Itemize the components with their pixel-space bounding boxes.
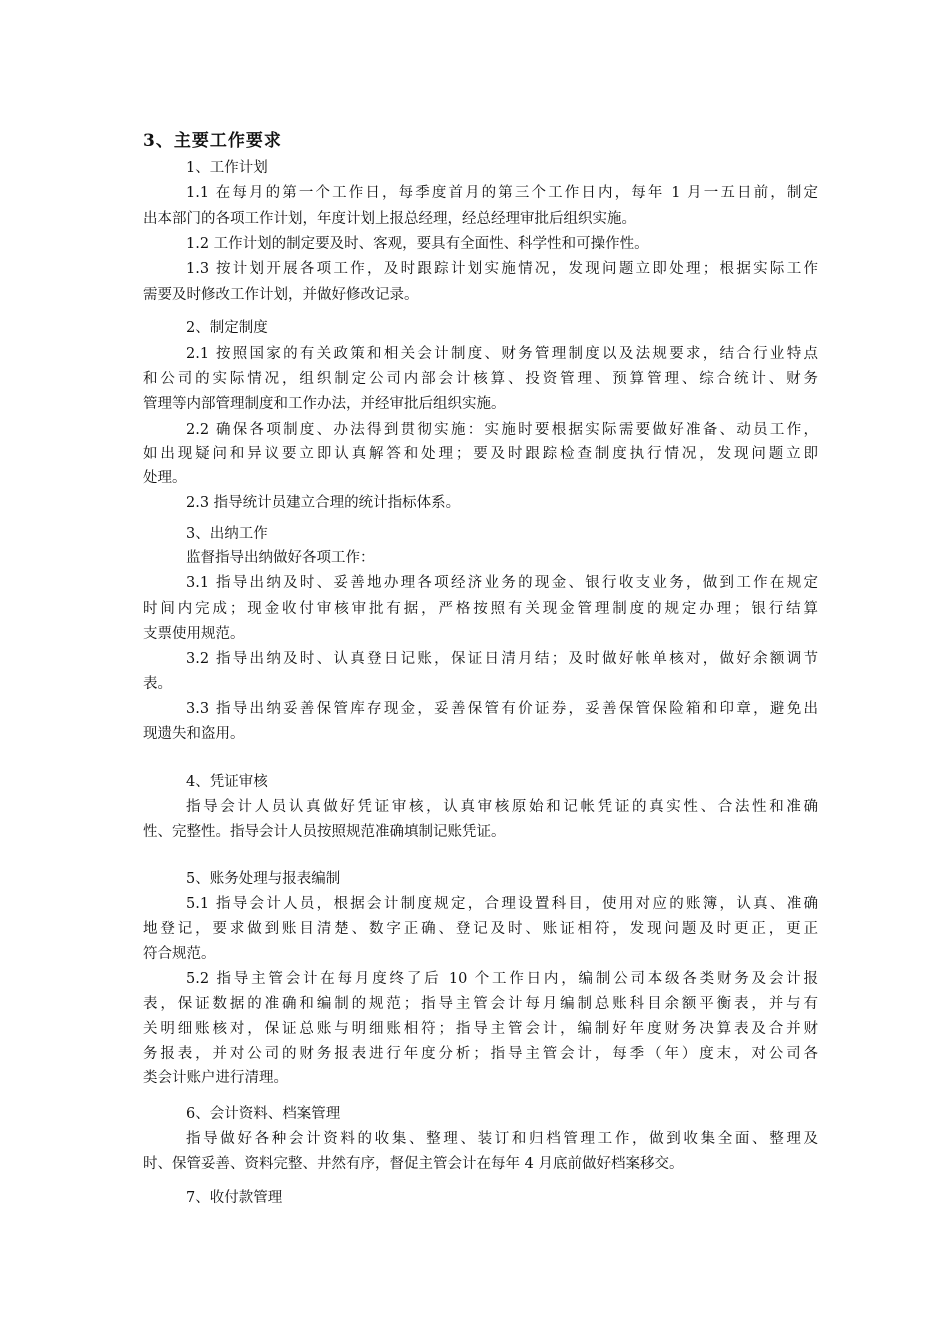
paragraph-line: 1.3 按计划开展各项工作，及时跟踪计划实施情况，发现问题立即处理；根据实际工作 — [186, 261, 818, 277]
paragraph-line: 需要及时修改工作计划，并做好修改记录。 — [143, 287, 419, 303]
paragraph-line: 5.2 指导主管会计在每月度终了后 10 个工作日内，编制公司本级各类财务及会计报 — [186, 971, 818, 987]
paragraph-line: 性、完整性。指导会计人员按照规范准确填制记账凭证。 — [143, 824, 506, 840]
heading-cashier: 3、出纳工作 — [186, 526, 268, 542]
paragraph-line: 关明细账核对，保证总账与明细账相符；指导主管会计，编制好年度财务决算表及合并财 — [143, 1021, 818, 1037]
heading-payments: 7、收付款管理 — [186, 1190, 283, 1206]
paragraph-line: 2.3 指导统计员建立合理的统计指标体系。 — [186, 495, 461, 511]
paragraph-line: 和公司的实际情况，组织制定公司内部会计核算、投资管理、预算管理、综合统计、财务 — [143, 371, 818, 387]
paragraph-line: 务报表，并对公司的财务报表进行年度分析；指导主管会计，每季（年）度末，对公司各 — [143, 1046, 818, 1062]
paragraph-line: 地登记，要求做到账目清楚、数字正确、登记及时、账证相符，发现问题及时更正，更正 — [143, 921, 818, 937]
paragraph-line: 处理。 — [143, 470, 187, 486]
paragraph-line: 3.2 指导出纳及时、认真登日记账，保证日清月结；及时做好帐单核对，做好余额调节 — [186, 651, 818, 667]
paragraph-line: 监督指导出纳做好各项工作： — [186, 550, 375, 566]
heading-voucher-audit: 4、凭证审核 — [186, 774, 268, 790]
paragraph-line: 出本部门的各项工作计划，年度计划上报总经理，经总经理审批后组织实施。 — [143, 211, 636, 227]
paragraph-line: 3.3 指导出纳妥善保管库存现金，妥善保管有价证券，妥善保管保险箱和印章，避免出 — [186, 701, 818, 717]
paragraph-line: 1.2 工作计划的制定要及时、客观，要具有全面性、科学性和可操作性。 — [186, 236, 649, 252]
heading-work-plan: 1、工作计划 — [186, 160, 268, 176]
paragraph-line: 符合规范。 — [143, 946, 216, 962]
heading-accounting-reports: 5、账务处理与报表编制 — [186, 871, 341, 887]
paragraph-line: 管理等内部管理制度和工作办法，并经审批后组织实施。 — [143, 396, 506, 412]
paragraph-line: 2.1 按照国家的有关政策和相关会计制度、财务管理制度以及法规要求，结合行业特点 — [186, 346, 818, 362]
paragraph-line: 表，保证数据的准确和编制的规范；指导主管会计每月编制总账科目余额平衡表，并与有 — [143, 996, 818, 1012]
paragraph-line: 现遗失和盗用。 — [143, 726, 245, 742]
paragraph-line: 指导会计人员认真做好凭证审核，认真审核原始和记帐凭证的真实性、合法性和准确 — [186, 799, 818, 815]
paragraph-line: 类会计账户进行清理。 — [143, 1070, 288, 1086]
heading-make-rules: 2、制定制度 — [186, 320, 268, 336]
paragraph-line: 5.1 指导会计人员，根据会计制度规定，合理设置科目，使用对应的账簿，认真、准确 — [186, 896, 818, 912]
paragraph-line: 时间内完成；现金收付审核审批有据，严格按照有关现金管理制度的规定办理；银行结算 — [143, 601, 818, 617]
paragraph-line: 时、保管妥善、资料完整、井然有序，督促主管会计在每年 4 月底前做好档案移交。 — [143, 1156, 684, 1172]
paragraph-line: 3.1 指导出纳及时、妥善地办理各项经济业务的现金、银行收支业务，做到工作在规定 — [186, 575, 818, 591]
paragraph-line: 如出现疑问和异议要立即认真解答和处理；要及时跟踪检查制度执行情况，发现问题立即 — [143, 446, 818, 462]
section-title: 3、主要工作要求 — [143, 131, 282, 151]
paragraph-line: 1.1 在每月的第一个工作日，每季度首月的第三个工作日内，每年 1 月一五日前，制定 — [186, 185, 818, 201]
paragraph-line: 支票使用规范。 — [143, 626, 245, 642]
paragraph-line: 2.2 确保各项制度、办法得到贯彻实施：实施时要根据实际需要做好准备、动员工作， — [186, 422, 818, 438]
paragraph-line: 指导做好各种会计资料的收集、整理、装订和归档管理工作，做到收集全面、整理及 — [186, 1131, 818, 1147]
paragraph-line: 表。 — [143, 676, 172, 692]
heading-archives: 6、会计资料、档案管理 — [186, 1106, 341, 1122]
